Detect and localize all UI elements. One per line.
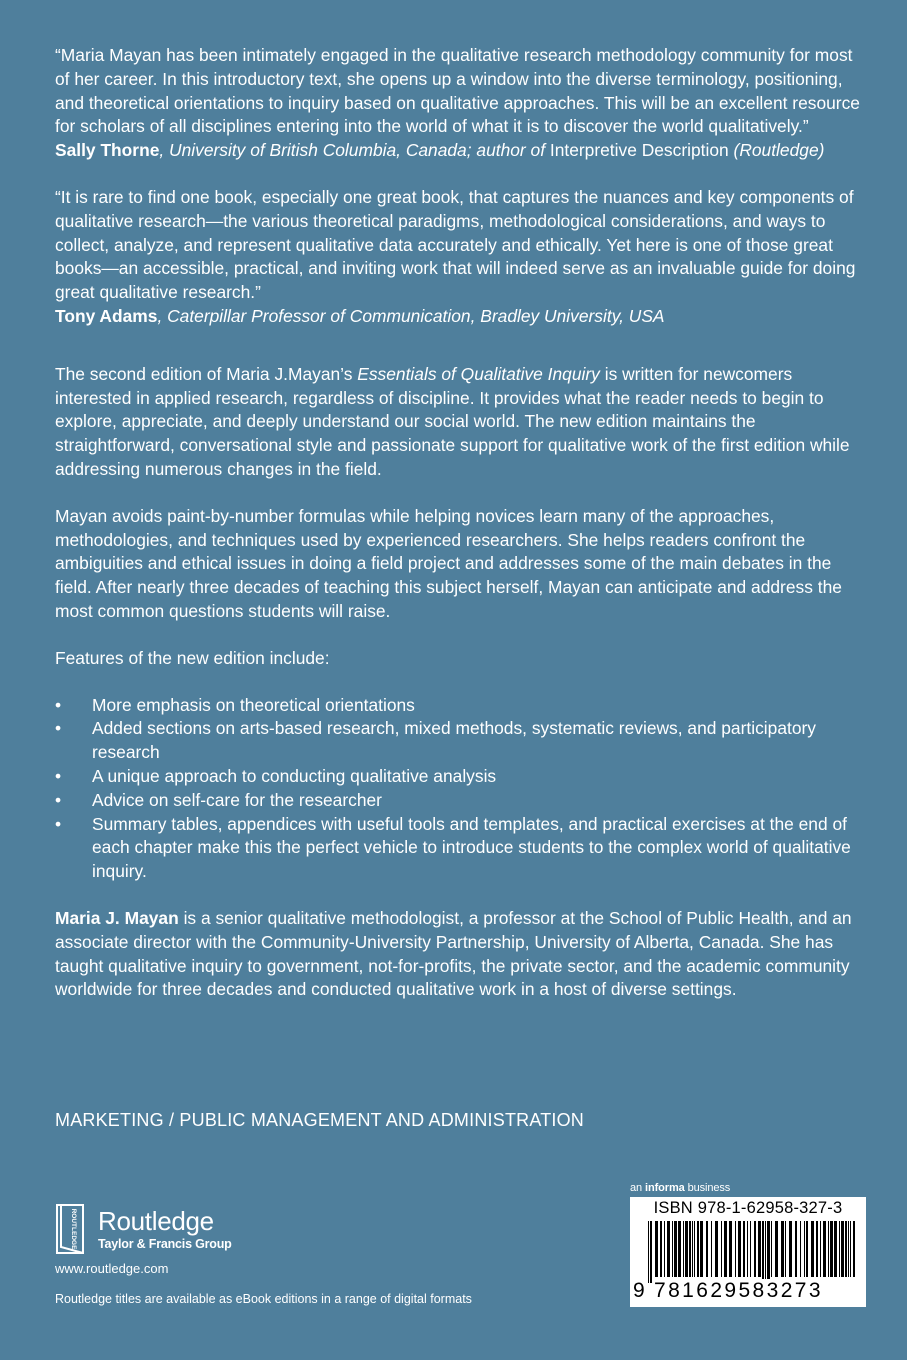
endorsement-quote: “Maria Mayan has been intimately engaged in the qualitative research methodology community for most of her career. In this introductory text, she opens up a window into the diverse terminology, positioning, and theoretical orientations to inquiry based on qualitative approaches. This will be an excellent resource for scholars of all disciplines entering into the world of what it is to discover the world qualitatively.” [55, 45, 860, 137]
barcode-bar [781, 1221, 784, 1277]
barcode-bar [823, 1221, 826, 1277]
barcode-bar [667, 1221, 670, 1277]
barcode-bar [650, 1221, 652, 1283]
subject-category: MARKETING / PUBLIC MANAGEMENT AND ADMINISTRATION [55, 1110, 584, 1130]
barcode-bar [765, 1221, 766, 1283]
endorsement-attribution [55, 305, 865, 329]
barcode-bar [648, 1221, 649, 1283]
publisher-name: Routledge [98, 1206, 214, 1236]
publisher-logo [55, 1204, 295, 1264]
barcode-bar [706, 1221, 708, 1277]
author-name: Maria J. Mayan [55, 907, 179, 928]
barcode-bar [762, 1221, 764, 1283]
barcode-bar [820, 1221, 821, 1277]
endorsement-quote: “It is rare to find one book, especially one great book, that captures the nuances and key components of qualitative research—the various theoretical paradigms, methodological considerations, and ways to collect, analyze, and represent qualitative data accurately and ethically. Yet here is one of those great books—an accessible, practical, and inviting work that will indeed serve as an invaluable guide for doing great qualitative research.” [55, 186, 856, 303]
book-title: Essentials of Qualitative Inquiry [357, 363, 600, 384]
endorsement-attribution [55, 139, 865, 163]
barcode-bar [660, 1221, 662, 1277]
barcode-bar [758, 1221, 761, 1277]
isbn-label: ISBN 978-1-62958-327-3 [653, 1199, 843, 1217]
barcode-bar [738, 1221, 741, 1277]
barcode-bar [785, 1221, 786, 1277]
features-intro [55, 647, 865, 671]
endorser-affiliation: , Caterpillar Professor of Communication, Bradley University, USA [157, 305, 665, 326]
barcode-bar [806, 1221, 808, 1277]
barcode-bar [692, 1221, 693, 1277]
barcode-bar [743, 1221, 745, 1277]
isbn-barcode [630, 1197, 866, 1307]
ebook-note: Routledge titles are available as eBook editions in a range of digital formats [55, 1292, 472, 1306]
barcode-bar [839, 1221, 840, 1277]
barcode-bar [800, 1221, 801, 1277]
text: Mayan avoids paint-by-number formulas while helping novices learn many of the approaches, methodologies, and techniques used by experienced researchers. She helps readers confront the ambiguities and ethical issues in doing a field project and addresses some of the main debates in the field. After nearly three decades of teaching this subject herself, Mayan can anticipate and address the most common questions students will raise. [55, 505, 842, 621]
text: Features of the new edition include: [55, 647, 330, 668]
barcode-bar [816, 1221, 818, 1277]
logo-vertical-text: ROUTLEDGE [70, 1208, 77, 1250]
barcode-main-digits: 781629583273 [654, 1279, 823, 1302]
barcode-bar [747, 1221, 748, 1277]
features-list [55, 694, 865, 884]
barcode-bar [672, 1221, 673, 1277]
barcode-lead-digit: 9 [633, 1279, 648, 1302]
informa-brand: informa [645, 1182, 685, 1194]
text: is written for newcomers interested in applied research, regardless of discipline. It provides what the reader needs to begin to explore, appreciate, and deeply understand our social world. The new edition maintains the straightforward, conversational style and passionate support for qualitative work of the first edition while addressing numerous changes in the field. [55, 363, 850, 479]
barcode-digits [630, 1279, 866, 1305]
barcode-bar [721, 1221, 722, 1277]
barcode-bar [841, 1221, 844, 1277]
barcode-bar [697, 1221, 699, 1277]
endorser-name: Tony Adams [55, 305, 158, 326]
barcode-bar [715, 1221, 718, 1277]
routledge-logo-icon [55, 1204, 85, 1254]
list-item: • More emphasis on theoretical orientations [55, 694, 865, 718]
barcode-bar [678, 1221, 681, 1277]
author-bio [55, 907, 865, 1002]
publisher-group: Taylor & Francis Group [98, 1237, 232, 1251]
back-cover-text [55, 44, 865, 1025]
barcode-bar [795, 1221, 797, 1277]
endorser-name: Sally Thorne [55, 140, 160, 161]
barcode-bar [830, 1221, 833, 1277]
barcode-bar [845, 1221, 847, 1277]
barcode-bar [754, 1221, 756, 1277]
barcode-bar [750, 1221, 751, 1277]
description-paragraph-1 [55, 363, 865, 482]
barcode-bar [853, 1221, 855, 1277]
endorsement-2 [55, 186, 865, 329]
barcode-bar [775, 1221, 778, 1277]
publisher-website: www.routledge.com [55, 1261, 169, 1276]
text: The second edition of Maria J.Mayan’s [55, 363, 358, 384]
barcode-bar [811, 1221, 814, 1277]
endorser-work: Interpretive Description [549, 140, 729, 161]
barcode-bar [711, 1221, 712, 1277]
list-item: • A unique approach to conducting qualitative analysis [55, 765, 865, 789]
barcode-bar [767, 1221, 770, 1283]
author-bio-text: is a senior qualitative methodologist, a professor at the School of Public Health, and an associate director with the Community-University Partnership, University of Alberta, Canada. She has taught qualitative inquiry to government, not-for-profits, the private sector, and the academic community worldwide for three decades and conducted qualitative work in a host of diverse settings. [55, 907, 852, 1000]
endorsement-1 [55, 44, 865, 163]
barcode-bar [685, 1221, 688, 1277]
features-list-wrap [55, 694, 865, 884]
barcode-bar [683, 1221, 684, 1277]
endorser-publisher: (Routledge) [728, 140, 825, 161]
informa-business-label: an informa business [630, 1182, 731, 1194]
list-item: • Added sections on arts-based research, mixed methods, systematic reviews, and participatory research [55, 717, 865, 765]
barcode-bars [630, 1221, 866, 1283]
barcode-bar [655, 1221, 658, 1277]
barcode-bar [735, 1221, 736, 1277]
barcode-bar [694, 1221, 695, 1277]
barcode-bar [689, 1221, 691, 1277]
barcode-bar [834, 1221, 837, 1277]
barcode-bar [664, 1221, 665, 1277]
barcode-bar [724, 1221, 727, 1277]
barcode-bar [828, 1221, 829, 1277]
barcode-bar [789, 1221, 792, 1277]
description-paragraph-2 [55, 505, 865, 624]
barcode-bar [804, 1221, 805, 1277]
list-item: • Summary tables, appendices with useful tools and templates, and practical exercises at the end of each chapter make this the perfect vehicle to introduce students to the complex world of qualitative inquiry. [55, 813, 865, 884]
barcode-bar [700, 1221, 703, 1277]
barcode-bar [850, 1221, 851, 1277]
barcode-bar [729, 1221, 732, 1277]
list-item: • Advice on self-care for the researcher [55, 789, 865, 813]
endorser-affiliation: , University of British Columbia, Canada; author of [159, 140, 550, 161]
barcode-bar [674, 1221, 677, 1277]
barcode-bar [848, 1221, 849, 1277]
barcode-bar [771, 1221, 772, 1277]
